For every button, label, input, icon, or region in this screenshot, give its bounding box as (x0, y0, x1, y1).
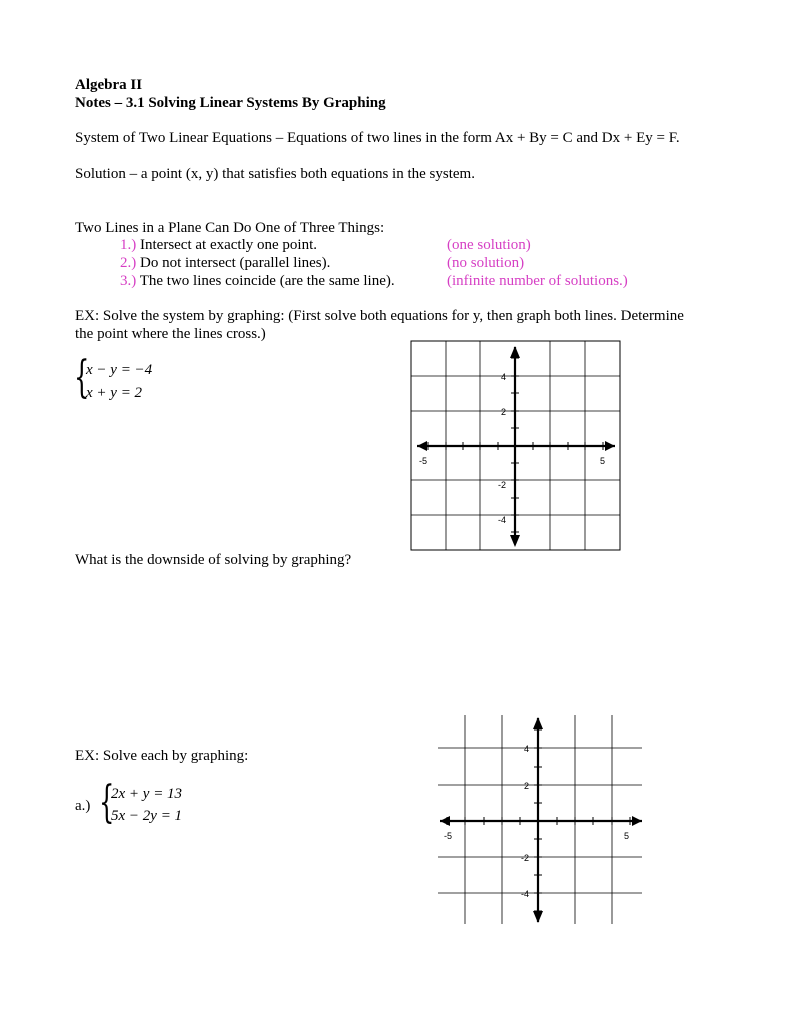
list-item-note: (no solution) (447, 255, 525, 271)
equation-2: x + y = 2 (86, 385, 143, 401)
system-brace: { (74, 352, 90, 403)
downside-question: What is the downside of solving by graphing? (75, 552, 352, 568)
notes-title: Notes – 3.1 Solving Linear Systems By Graphing (75, 95, 386, 111)
list-item (120, 254, 330, 272)
x-axis-left-arrow (417, 441, 427, 451)
y-tick-label: 2 (524, 781, 530, 791)
list-item-text: Do not intersect (parallel lines). (140, 255, 331, 271)
list-item (120, 236, 317, 254)
list-item-number: 2.) (120, 255, 137, 271)
y-tick-label: -4 (498, 515, 507, 525)
y-tick-label: 4 (524, 744, 530, 754)
list-item-number: 3.) (120, 273, 137, 289)
y-axis-down-arrow (510, 535, 520, 547)
x-axis-right-arrow (632, 816, 642, 826)
list-item-note: (infinite number of solutions.) (447, 273, 628, 289)
list-item-text: Intersect at exactly one point. (140, 237, 318, 253)
y-axis-up-arrow (510, 346, 520, 358)
example2-heading: EX: Solve each by graphing: (75, 748, 249, 764)
y-tick-label: -2 (498, 480, 507, 490)
coordinate-grid-2[interactable] (430, 712, 650, 932)
x-axis-right-arrow (605, 441, 615, 451)
list-item (120, 272, 395, 290)
list-item-note: (one solution) (447, 237, 531, 253)
equation-1: 2x + y = 13 (111, 786, 183, 802)
y-tick-label: 2 (501, 407, 507, 417)
example1-instructions-line2: the point where the lines cross.) (75, 326, 266, 342)
y-tick-label: -2 (521, 853, 530, 863)
solution-definition: Solution – a point (x, y) that satisfies both equations in the system. (75, 166, 475, 182)
y-tick-label: 4 (501, 372, 507, 382)
y-axis-down-arrow (533, 911, 543, 923)
y-tick-label: -4 (521, 889, 530, 899)
equation-2: 5x − 2y = 1 (111, 808, 183, 824)
system-brace: { (99, 777, 115, 828)
x-tick-label: 5 (600, 456, 606, 466)
course-title: Algebra II (75, 77, 143, 93)
part-label: a.) (75, 798, 91, 814)
equation-1: x − y = −4 (86, 362, 153, 378)
y-axis-up-arrow (533, 717, 543, 729)
system-definition: System of Two Linear Equations – Equations of two lines in the form Ax + By = C and Dx + Ey = F. (75, 130, 680, 146)
x-tick-label: -5 (419, 456, 428, 466)
example1-instructions-line1: EX: Solve the system by graphing: (First solve both equations for y, then graph both lines. Determine (75, 308, 684, 324)
x-tick-label: -5 (444, 831, 453, 841)
three-things-heading: Two Lines in a Plane Can Do One of Three Things: (75, 220, 385, 236)
x-axis-left-arrow (440, 816, 450, 826)
list-item-number: 1.) (120, 237, 137, 253)
coordinate-grid-1[interactable] (405, 338, 625, 556)
list-item-text: The two lines coincide (are the same line). (139, 273, 395, 289)
x-tick-label: 5 (624, 831, 630, 841)
